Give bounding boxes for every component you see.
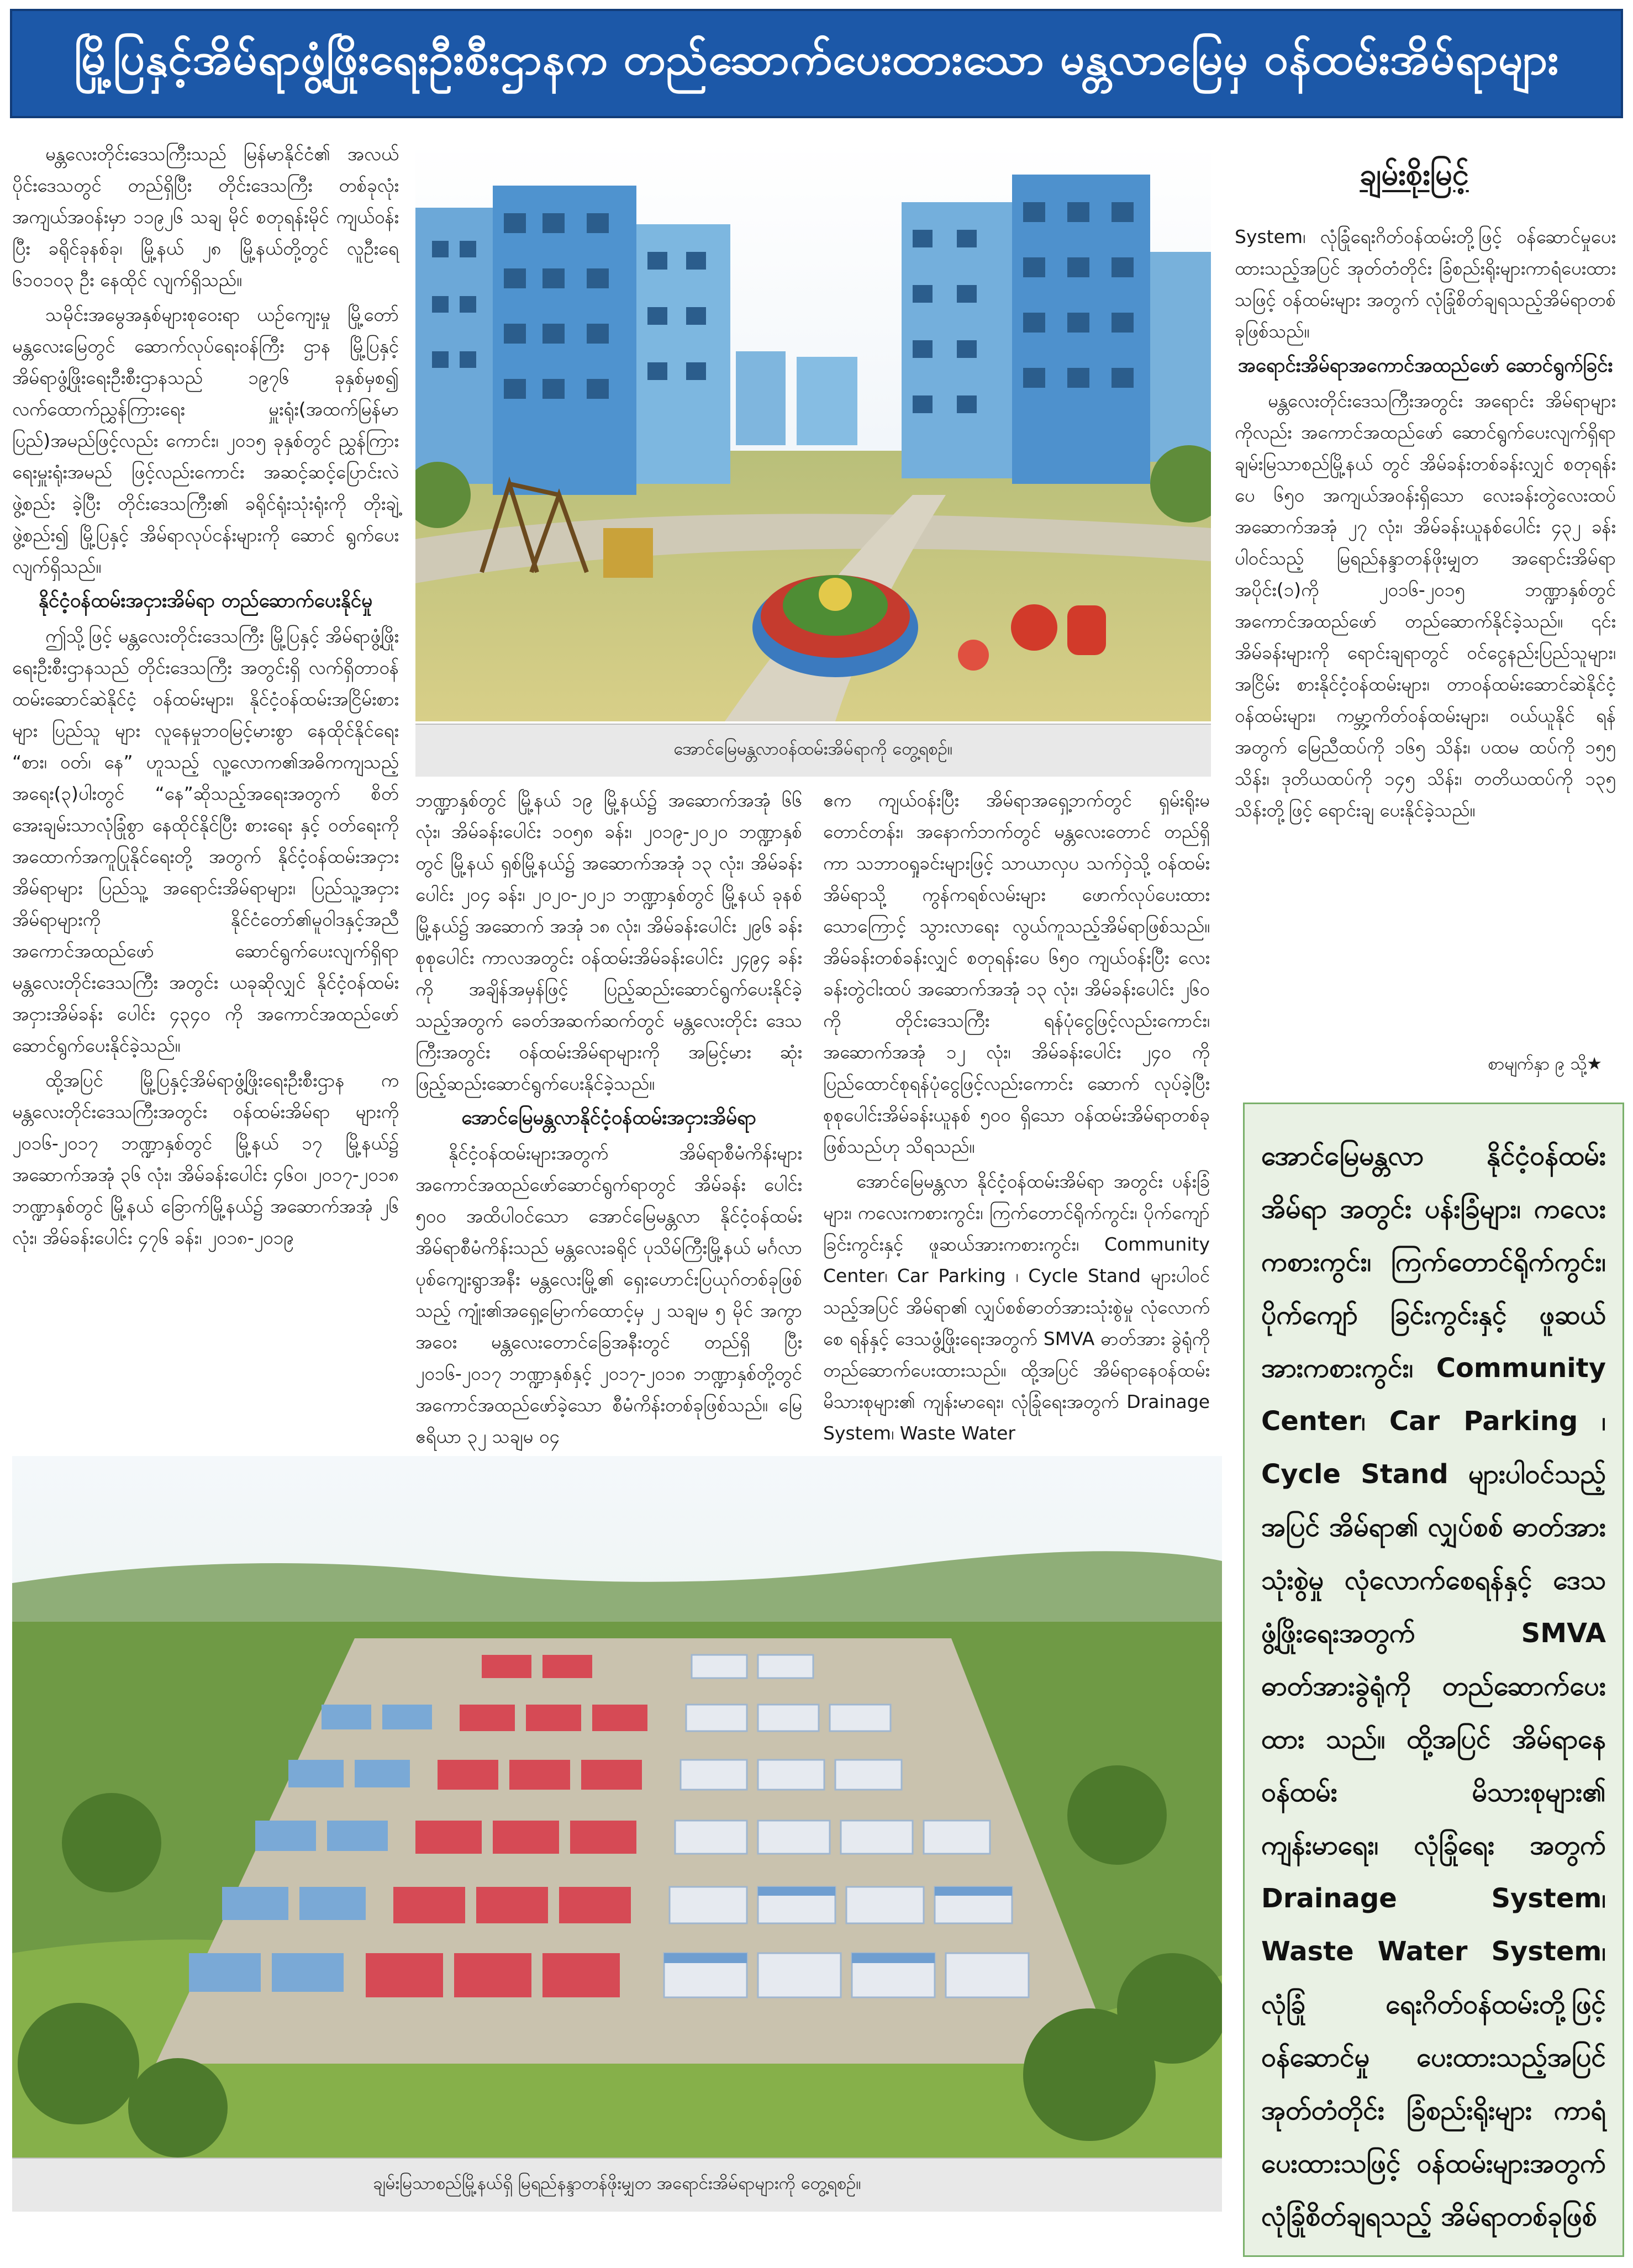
paragraph: ဧက ကျယ်ဝန်းပြီး အိမ်ရာအရှေ့ဘက်တွင် ရှမ်းရိုးမ တောင်တန်း၊ အနောက်ဘက်တွင် မန္တလေးတောင် တည်ရှိကာ သဘာဝရှုခင်းများဖြင့် သာယာလှပ သက်ဝှဲသို့ ဝန်ထမ်းအိမ်ရာသို့ ကွန်ကရစ်လမ်းများ ဖောက်လုပ်ပေးထားသောကြောင့် သွားလာရေး လွယ်ကူသည့်အိမ်ရာဖြစ်သည်။ အိမ်ခန်းတစ်ခန်းလျှင် စတုရန်းပေ ၆၅၀ ကျယ်ဝန်းပြီး လေးခန်းတွဲငါးထပ် အဆောက်အအုံ ၁၃ လုံး၊ အိမ်ခန်းပေါင်း ၂၆၀ ကို တိုင်းဒေသကြီး ရန်ပုံငွေဖြင့်လည်းကောင်း၊ အဆောက်အအုံ ၁၂ လုံး၊ အိမ်ခန်းပေါင်း ၂၄၀ ကို ပြည်ထောင်စုရန်ပုံငွေဖြင့်လည်းကောင်း ဆောက် လုပ်ခဲ့ပြီး စုစုပေါင်းအိမ်ခန်းယူနစ် ၅၀၀ ရှိသော ဝန်ထမ်းအိမ်ရာတစ်ခုဖြစ်သည်ဟု သိရသည်။: [823, 789, 1210, 1157]
paragraph: နိုင်ငံ့ဝန်ထမ်းများအတွက် အိမ်ရာစီမံကိန်းများ အကောင်အထည်ဖော်ဆောင်ရွက်ရာတွင် အိမ်ခန်း ပေါင်း ၅၀၀ အထိပါဝင်သော အောင်မြေမန္တလာ နိုင်ငံ့ဝန်ထမ်းအိမ်ရာစီမံကိန်းသည် မန္တလေးခရိုင် ပုသိမ်ကြီးမြို့နယ် မင်္ဂလာပုစ်ကျေးရွာအနီး မန္တလေးမြို့၏ ရှေးဟောင်းပြယုဂ်တစ်ခုဖြစ်သည့် ကျုံး၏အရှေ့မြောက်ထောင့်မှ ၂ သချမ ၅ မိုင် အကွာအဝေး မန္တလေးတောင်ခြေအနီးတွင် တည်ရှိ ပြီး ၂၀၁၆-၂၀၁၇ ဘဏ္ဍာနှစ်နှင့် ၂၀၁၇-၂၀၁၈ ဘဏ္ဍာနှစ်တို့တွင် အကောင်အထည်ဖော်ခဲ့သော စီမံကိန်းတစ်ခုဖြစ်သည်။ မြေဧရိယာ ၃၂ သချမ ၀၄: [415, 1142, 802, 1447]
continued-on-page: စာမျက်နှာ ၉ သို့★: [1488, 1054, 1602, 1074]
paragraph: သမိုင်းအမွေအနှစ်များစုဝေးရာ ယဉ်ကျေးမှု မြို့တော် မန္တလေးမြေတွင် ဆောက်လုပ်ရေးဝန်ကြီး ဌာန မြို့ပြနှင့်အိမ်ရာဖွံ့ဖြိုးရေးဦးစီးဌာနသည် ၁၉၇၆ ခုနှစ်မှစ၍ လက်ထောက်ညွှန်ကြားရေး မှူးရုံး(အထက်မြန်မာပြည်)အမည်ဖြင့်လည်း ကောင်း၊ ၂၀၁၅ ခုနှစ်တွင် ညွှန်ကြားရေးမှူးရုံးအမည် ဖြင့်လည်းကောင်း အဆင့်ဆင့်ပြောင်းလဲဖွဲ့စည်း ခဲ့ပြီး တိုင်းဒေသကြီး၏ ခရိုင်ရုံးသုံးရုံးကို တိုးချဲ့ ဖွဲ့စည်း၍ မြို့ပြနှင့် အိမ်ရာလုပ်ငန်းများကို ဆောင် ရွက်ပေးလျက်ရှိသည်။: [12, 304, 399, 577]
paragraph: ထို့အပြင် မြို့ပြနှင့်အိမ်ရာဖွံ့ဖြိုးရေးဦးစီးဌာန က မန္တလေးတိုင်းဒေသကြီးအတွင်း ဝန်ထမ်းအိမ်ရာ များကို ၂၀၁၆-၂၀၁၇ ဘဏ္ဍာနှစ်တွင် မြို့နယ် ၁၇ မြို့နယ်၌ အဆောက်အအုံ ၃၆ လုံး၊ အိမ်ခန်းပေါင်း ၄၆၀၊ ၂၀၁၇-၂၀၁၈ ဘဏ္ဍာနှစ်တွင် မြို့နယ် ခြောက်မြို့နယ်၌ အဆောက်အအုံ ၂၆ လုံး၊ အိမ်ခန်းပေါင်း ၄၇၆ ခန်း၊ ၂၀၁၈-၂၀၁၉: [12, 1069, 399, 1248]
photo-aerial-estate: [12, 1456, 1222, 2158]
paragraph: ဤသို့ဖြင့် မန္တလေးတိုင်းဒေသကြီး မြို့ပြနှင့် အိမ်ရာဖွံ့ဖြိုးရေးဦးစီးဌာနသည် တိုင်းဒေသကြီး အတွင်းရှိ လက်ရှိတာဝန်ထမ်းဆောင်ဆဲနိုင်ငံ့ ဝန်ထမ်းများ၊ နိုင်ငံ့ဝန်ထမ်းအငြိမ်းစားများ ပြည်သူ များ လူနေမှုဘဝမြင့်မားစွာ နေထိုင်နိုင်ရေး “စား၊ ဝတ်၊ နေ” ဟူသည့် လူ့လောက၏အဓိကကျသည့် အရေး(၃)ပါးတွင် “နေ”ဆိုသည့်အရေးအတွက် စိတ်အေးချမ်းသာလုံခြုံစွာ နေထိုင်နိုင်ပြီး စားရေး နှင့် ဝတ်ရေးကို အထောက်အကူပြုနိုင်ရေးတို့ အတွက် နိုင်ငံ့ဝန်ထမ်းအငှားအိမ်ရာများ ပြည်သူ့ အရောင်းအိမ်ရာများ၊ ပြည်သူ့အငှားအိမ်ရာများကို နိုင်ငံတော်၏မူဝါဒနှင့်အညီ အကောင်အထည်ဖော် ဆောင်ရွက်ပေးလျက်ရှိရာ မန္တလေးတိုင်းဒေသကြီး အတွင်း ယခုဆိုလျှင် နိုင်ငံ့ဝန်ထမ်းအငှားအိမ်ခန်း ပေါင်း ၄၃၄၀ ကို အကောင်အထည်ဖော် ဆောင်ရွက်ပေးနိုင်ခဲ့သည်။: [12, 625, 399, 1056]
subheading: အရောင်းအိမ်ရာအကောင်အထည်ဖော် ဆောင်ရွက်ခြင်း: [1237, 355, 1613, 377]
paragraph: မန္တလေးတိုင်းဒေသကြီးသည် မြန်မာနိုင်ငံ၏ အလယ်ပိုင်းဒေသတွင် တည်ရှိပြီး တိုင်းဒေသကြီး တစ်ခုလုံးအကျယ်အဝန်းမှာ ၁၁၉၂၆ သချ မိုင် စတုရန်းမိုင် ကျယ်ဝန်းပြီး ခရိုင်ခုနစ်ခု၊ မြို့နယ် ၂၈ မြို့နယ်တို့တွင် လူဦးရေ ၆၁၀၁၀၃ ဦး နေထိုင် လျက်ရှိသည်။: [12, 143, 399, 291]
highlight-box: [1243, 1103, 1624, 2257]
paragraph: မန္တလေးတိုင်းဒေသကြီးအတွင်း အရောင်း အိမ်ရာများကိုလည်း အကောင်အထည်ဖော် ဆောင်ရွက်ပေးလျက်ရှိရာ ချမ်းမြသာစည်မြို့နယ် တွင် အိမ်ခန်းတစ်ခန်းလျှင် စတုရန်းပေ ၆၅၀ အကျယ်အဝန်းရှိသော လေးခန်းတွဲလေးထပ် အဆောက်အအုံ ၂၇ လုံး၊ အိမ်ခန်းယူနစ်ပေါင်း ၄၃၂ ခန်းပါဝင်သည့် မြရည်နန္ဒာတန်ဖိုးမျှတ အရောင်းအိမ်ရာ အပိုင်း(၁)ကို ၂၀၁၆-၂၀၁၅ ဘဏ္ဍာနှစ်တွင် အကောင်အထည်ဖော် တည်ဆောက်နိုင်ခဲ့သည်။ ၎င်းအိမ်ခန်းများကို ရောင်းချရာတွင် ဝင်ငွေနည်းပြည်သူများ၊ အငြိမ်း စားနိုင်ငံ့ဝန်ထမ်းများ၊ တာဝန်ထမ်းဆောင်ဆဲနိုင်ငံ့ ဝန်ထမ်းများ၊ ကမ္ဘာ့ကိတ်ဝန်ထမ်းများ၊ ဝယ်ယူနိုင် ရန်အတွက် မြေညီထပ်ကို ၁၆၅ သိန်း၊ ပထမ ထပ်ကို ၁၅၅ သိန်း၊ ဒုတိယထပ်ကို ၁၄၅ သိန်း၊ တတိယထပ်ကို ၁၃၅ သိန်းတို့ဖြင့် ရောင်းချ ပေးနိုင်ခဲ့သည်။: [1235, 390, 1616, 821]
paragraph: System၊ လုံခြုံရေးဂိတ်ဝန်ထမ်းတို့ဖြင့် ဝန်ဆောင်မှုပေးထားသည့်အပြင် အုတ်တံတိုင်း ခြံစည်းရိုးများကာရံပေးထားသဖြင့် ဝန်ထမ်းများ အတွက် လုံခြုံစိတ်ချရသည့်အိမ်ရာတစ်ခုဖြစ်သည်။: [1235, 226, 1616, 342]
headline: မြို့ပြနှင့်အိမ်ရာဖွံ့ဖြိုးရေးဦးစီးဌာနက တည်ဆောက်ပေးထားသော မန္တလာမြေမှ ဝန်ထမ်းအိမ်ရာများ: [73, 34, 1560, 85]
article-column-4: [1235, 221, 1616, 829]
photo-caption: [12, 2158, 1222, 2212]
photo-caption: [415, 724, 1211, 777]
photo-staff-housing: [415, 141, 1211, 721]
article-column-3: [823, 784, 1210, 1452]
byline: [1271, 156, 1558, 199]
highlight-text: အောင်မြေမန္တလာ နိုင်ငံ့ဝန်ထမ်းအိမ်ရာ အတွင်း ပန်းခြံများ၊ ကလေးကစားကွင်း၊ ကြက်တောင်ရိုက်ကွင်း၊ ပိုက်ကျော် ခြင်းကွင်းနှင့် ဖူဆယ်အားကစားကွင်း၊ Community Center၊ Car Parking ၊ Cycle Stand များပါဝင်သည့်အပြင် အိမ်ရာ၏ လျှပ်စစ် ဓာတ်အားသုံးစွဲမှု လုံလောက်စေရန်နှင့် ဒေသဖွံ့ဖြိုးရေးအတွက် SMVA ဓာတ်အားခွဲရုံကို တည်ဆောက်ပေးထား သည်။ ထို့အပြင် အိမ်ရာနေဝန်ထမ်း မိသားစုများ၏ ကျန်းမာရေး၊ လုံခြုံရေး အတွက် Drainage System၊ Waste Water System၊ လုံခြုံ ရေးဂိတ်ဝန်ထမ်းတို့ဖြင့် ဝန်ဆောင်မှု ပေးထားသည့်အပြင် အုတ်တံတိုင်း ခြံစည်းရိုးများ ကာရံပေးထားသဖြင့် ဝန်ထမ်းများအတွက် လုံခြုံစိတ်ချရသည့် အိမ်ရာတစ်ခုဖြစ်: [1261, 1141, 1606, 2232]
article-column-2: [415, 784, 802, 1455]
subheading: နိုင်ငံ့ဝန်ထမ်းအငှားအိမ်ရာ တည်ဆောက်ပေးနိုင်မှု: [38, 590, 373, 612]
caption-text: ချမ်းမြသာစည်မြို့နယ်ရှိ မြရည်နန္ဒာတန်ဖိုးမျှတ အရောင်းအိမ်ရာများကို တွေ့ရစဉ်။: [373, 2174, 861, 2193]
author-name: ချမ်းစိုးမြင့်: [1360, 157, 1469, 192]
headline-banner: [10, 9, 1623, 118]
caption-text: အောင်မြေမန္တလာဝန်ထမ်းအိမ်ရာကို တွေ့ရစဉ်။: [673, 739, 953, 759]
paragraph: အောင်မြေမန္တလာ နိုင်ငံ့ဝန်ထမ်းအိမ်ရာ အတွင်း ပန်းခြံများ၊ ကလေးကစားကွင်း၊ ကြက်တောင်ရိုက်ကွင်း၊ ပိုက်ကျော်ခြင်းကွင်းနှင့် ဖူဆယ်အားကစားကွင်း၊ Community Center၊ Car Parking ၊ Cycle Stand များပါဝင်သည့်အပြင် အိမ်ရာ၏ လျှပ်စစ်ဓာတ်အားသုံးစွဲမှု လုံလောက်စေ ရန်နှင့် ဒေသဖွံ့ဖြိုးရေးအတွက် SMVA ဓာတ်အား ခွဲရုံကို တည်ဆောက်ပေးထားသည်။ ထို့အပြင် အိမ်ရာနေဝန်ထမ်းမိသားစုများ၏ ကျန်းမာရေး၊ လုံခြုံရေးအတွက် Drainage System၊ Waste Water: [823, 1170, 1210, 1444]
paragraph: ဘဏ္ဍာနှစ်တွင် မြို့နယ် ၁၉ မြို့နယ်၌ အဆောက်အအုံ ၆၆ လုံး၊ အိမ်ခန်းပေါင်း ၁၀၅၈ ခန်း၊ ၂၀၁၉-၂၀၂၀ ဘဏ္ဍာနှစ်တွင် မြို့နယ် ရှစ်မြို့နယ်၌ အဆောက်အအုံ ၁၃ လုံး၊ အိမ်ခန်းပေါင်း ၂၀၄ ခန်း၊ ၂၀၂၀-၂၀၂၁ ဘဏ္ဍာနှစ်တွင် မြို့နယ် ခုနစ်မြို့နယ်၌ အဆောက် အအုံ ၁၈ လုံး၊ အိမ်ခန်းပေါင်း ၂၉၆ ခန်း စုစုပေါင်း ကာလအတွင်း ဝန်ထမ်းအိမ်ခန်းပေါင်း ၂၄၉၄ ခန်းကို အချိန်အမှန်ဖြင့် ပြည့်ဆည်းဆောင်ရွက်ပေးနိုင်ခဲ့ သည့်အတွက် ခေတ်အဆက်ဆက်တွင် မန္တလေးတိုင်း ဒေသကြီးအတွင်း ဝန်ထမ်းအိမ်ရာများကို အမြင့်မား ဆုံး ဖြည့်ဆည်းဆောင်ရွက်ပေးနိုင်ခဲ့သည်။: [415, 789, 802, 1094]
subheading: အောင်မြေမန္တလာနိုင်ငံ့ဝန်ထမ်းအငှားအိမ်ရာ: [461, 1107, 756, 1129]
article-column-1: [12, 138, 399, 1257]
